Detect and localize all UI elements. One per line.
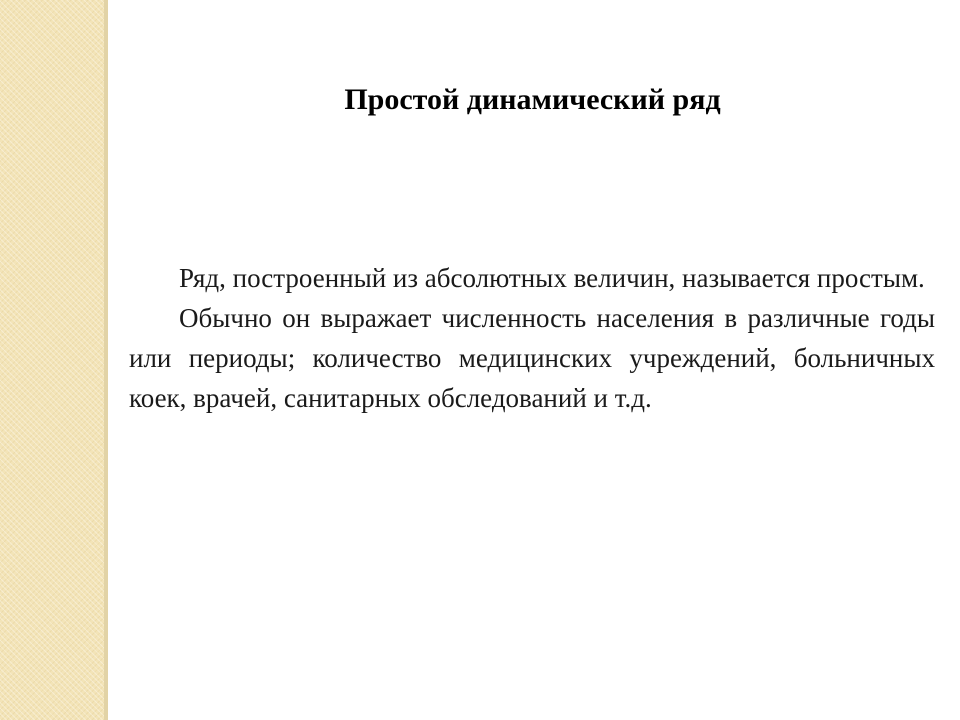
paragraph-examples: Обычно он выражает численность населения в различные годы или периоды; количество медицинских учреждений, больничных коек, врачей, санитарных обследований и т.д. — [129, 303, 935, 413]
slide-title: Простой динамический ряд — [344, 83, 721, 116]
slide-body — [129, 258, 935, 418]
decorative-side-band — [0, 0, 104, 720]
paragraph-definition: Ряд, построенный из абсолютных величин, называется простым. — [179, 263, 925, 293]
side-band-edge — [104, 0, 108, 720]
